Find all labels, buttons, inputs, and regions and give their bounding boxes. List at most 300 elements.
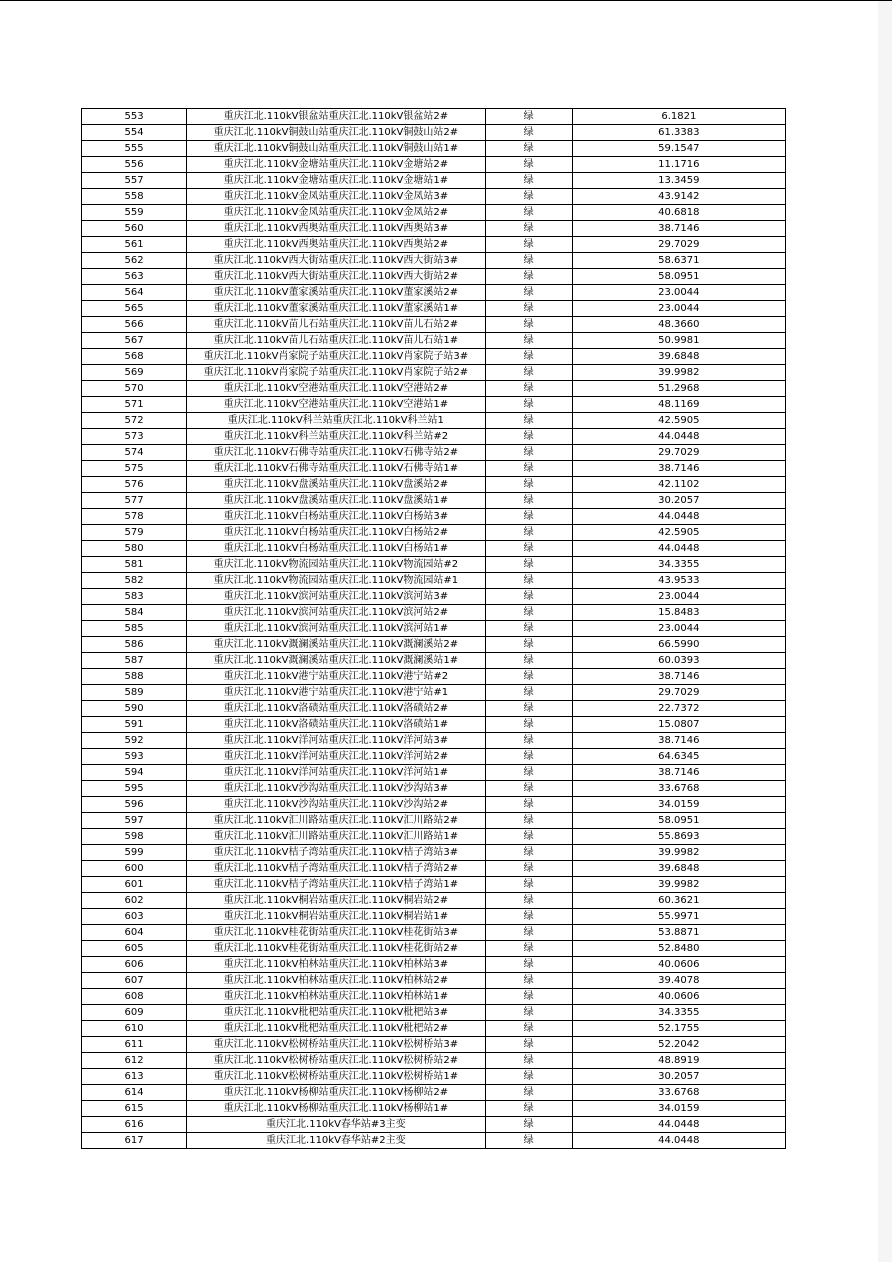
value-cell: 55.9971: [572, 909, 785, 925]
color-status-cell: 绿: [485, 637, 572, 653]
row-number-cell: 564: [82, 285, 187, 301]
table-row: [82, 909, 786, 925]
station-name-cell: 重庆江北.110kV洋河站重庆江北.110kV洋河站2#: [187, 749, 485, 765]
table-row: [82, 237, 786, 253]
value-cell: 55.8693: [572, 829, 785, 845]
value-cell: 38.7146: [572, 461, 785, 477]
color-status-cell: 绿: [485, 749, 572, 765]
row-number-cell: 608: [82, 989, 187, 1005]
station-name-cell: 重庆江北.110kV苗儿石站重庆江北.110kV苗儿石站1#: [187, 333, 485, 349]
row-number-cell: 613: [82, 1069, 187, 1085]
station-name-cell: 重庆江北.110kV汇川路站重庆江北.110kV汇川路站2#: [187, 813, 485, 829]
station-name-cell: 重庆江北.110kV铜鼓山站重庆江北.110kV铜鼓山站1#: [187, 141, 485, 157]
value-cell: 48.8919: [572, 1053, 785, 1069]
row-number-cell: 597: [82, 813, 187, 829]
station-name-cell: 重庆江北.110kV春华站#2主变: [187, 1133, 485, 1149]
value-cell: 51.2968: [572, 381, 785, 397]
station-name-cell: 重庆江北.110kV洋河站重庆江北.110kV洋河站1#: [187, 765, 485, 781]
value-cell: 40.0606: [572, 957, 785, 973]
color-status-cell: 绿: [485, 621, 572, 637]
color-status-cell: 绿: [485, 1005, 572, 1021]
station-name-cell: 重庆江北.110kV盘溪站重庆江北.110kV盘溪站1#: [187, 493, 485, 509]
value-cell: 23.0044: [572, 621, 785, 637]
row-number-cell: 575: [82, 461, 187, 477]
value-cell: 11.1716: [572, 157, 785, 173]
table-row: [82, 157, 786, 173]
station-name-cell: 重庆江北.110kV桔子湾站重庆江北.110kV桔子湾站3#: [187, 845, 485, 861]
row-number-cell: 569: [82, 365, 187, 381]
row-number-cell: 585: [82, 621, 187, 637]
station-name-cell: 重庆江北.110kV苗儿石站重庆江北.110kV苗儿石站2#: [187, 317, 485, 333]
color-status-cell: 绿: [485, 349, 572, 365]
row-number-cell: 577: [82, 493, 187, 509]
color-status-cell: 绿: [485, 413, 572, 429]
station-name-cell: 重庆江北.110kV松树桥站重庆江北.110kV松树桥站2#: [187, 1053, 485, 1069]
value-cell: 39.4078: [572, 973, 785, 989]
station-name-cell: 重庆江北.110kV洛碛站重庆江北.110kV洛碛站2#: [187, 701, 485, 717]
row-number-cell: 579: [82, 525, 187, 541]
station-name-cell: 重庆江北.110kV春华站#3主变: [187, 1117, 485, 1133]
value-cell: 42.5905: [572, 525, 785, 541]
station-name-cell: 重庆江北.110kV石佛寺站重庆江北.110kV石佛寺站2#: [187, 445, 485, 461]
row-number-cell: 563: [82, 269, 187, 285]
color-status-cell: 绿: [485, 605, 572, 621]
value-cell: 39.6848: [572, 349, 785, 365]
table-row: [82, 557, 786, 573]
table-row: [82, 781, 786, 797]
row-number-cell: 609: [82, 1005, 187, 1021]
table-row: [82, 957, 786, 973]
table-row: [82, 253, 786, 269]
row-number-cell: 588: [82, 669, 187, 685]
row-number-cell: 566: [82, 317, 187, 333]
color-status-cell: 绿: [485, 1037, 572, 1053]
value-cell: 30.2057: [572, 493, 785, 509]
value-cell: 38.7146: [572, 221, 785, 237]
row-number-cell: 581: [82, 557, 187, 573]
row-number-cell: 582: [82, 573, 187, 589]
station-name-cell: 重庆江北.110kV沙沟站重庆江北.110kV沙沟站3#: [187, 781, 485, 797]
value-cell: 39.9982: [572, 845, 785, 861]
color-status-cell: 绿: [485, 669, 572, 685]
value-cell: 33.6768: [572, 781, 785, 797]
table-row: [82, 845, 786, 861]
value-cell: 44.0448: [572, 1117, 785, 1133]
table-row: [82, 573, 786, 589]
row-number-cell: 616: [82, 1117, 187, 1133]
row-number-cell: 574: [82, 445, 187, 461]
value-cell: 48.1169: [572, 397, 785, 413]
table-row: [82, 397, 786, 413]
color-status-cell: 绿: [485, 333, 572, 349]
table-row: [82, 493, 786, 509]
page-edge-shade: [878, 1, 892, 1262]
table-row: [82, 989, 786, 1005]
table-row: [82, 189, 786, 205]
color-status-cell: 绿: [485, 445, 572, 461]
station-name-cell: 重庆江北.110kV石佛寺站重庆江北.110kV石佛寺站1#: [187, 461, 485, 477]
value-cell: 59.1547: [572, 141, 785, 157]
row-number-cell: 555: [82, 141, 187, 157]
color-status-cell: 绿: [485, 173, 572, 189]
row-number-cell: 602: [82, 893, 187, 909]
station-name-cell: 重庆江北.110kV空港站重庆江北.110kV空港站2#: [187, 381, 485, 397]
table-row: [82, 269, 786, 285]
station-name-cell: 重庆江北.110kV西大街站重庆江北.110kV西大街站2#: [187, 269, 485, 285]
table-row: [82, 589, 786, 605]
value-cell: 40.6818: [572, 205, 785, 221]
row-number-cell: 599: [82, 845, 187, 861]
row-number-cell: 604: [82, 925, 187, 941]
row-number-cell: 584: [82, 605, 187, 621]
station-name-cell: 重庆江北.110kV汇川路站重庆江北.110kV汇川路站1#: [187, 829, 485, 845]
row-number-cell: 607: [82, 973, 187, 989]
color-status-cell: 绿: [485, 941, 572, 957]
value-cell: 43.9142: [572, 189, 785, 205]
value-cell: 39.9982: [572, 365, 785, 381]
station-name-cell: 重庆江北.110kV沙沟站重庆江北.110kV沙沟站2#: [187, 797, 485, 813]
row-number-cell: 615: [82, 1101, 187, 1117]
station-name-cell: 重庆江北.110kV柏林站重庆江北.110kV柏林站2#: [187, 973, 485, 989]
value-cell: 44.0448: [572, 509, 785, 525]
color-status-cell: 绿: [485, 477, 572, 493]
row-number-cell: 553: [82, 109, 187, 125]
station-name-cell: 重庆江北.110kV桐岩站重庆江北.110kV桐岩站1#: [187, 909, 485, 925]
table-row: [82, 381, 786, 397]
color-status-cell: 绿: [485, 813, 572, 829]
value-cell: 44.0448: [572, 1133, 785, 1149]
value-cell: 58.0951: [572, 269, 785, 285]
table-row: [82, 461, 786, 477]
color-status-cell: 绿: [485, 269, 572, 285]
table-row: [82, 333, 786, 349]
table-row: [82, 861, 786, 877]
station-name-cell: 重庆江北.110kV盘溪站重庆江北.110kV盘溪站2#: [187, 477, 485, 493]
color-status-cell: 绿: [485, 125, 572, 141]
color-status-cell: 绿: [485, 365, 572, 381]
table-row: [82, 653, 786, 669]
row-number-cell: 600: [82, 861, 187, 877]
table-row: [82, 797, 786, 813]
color-status-cell: 绿: [485, 493, 572, 509]
table-row: [82, 1117, 786, 1133]
station-name-cell: 重庆江北.110kV桂花街站重庆江北.110kV桂花街站3#: [187, 925, 485, 941]
color-status-cell: 绿: [485, 397, 572, 413]
table-row: [82, 173, 786, 189]
substation-table: [81, 108, 786, 1149]
row-number-cell: 558: [82, 189, 187, 205]
table-row: [82, 1005, 786, 1021]
color-status-cell: 绿: [485, 1085, 572, 1101]
color-status-cell: 绿: [485, 461, 572, 477]
table-row: [82, 749, 786, 765]
table-row: [82, 765, 786, 781]
value-cell: 34.0159: [572, 1101, 785, 1117]
table-row: [82, 141, 786, 157]
row-number-cell: 595: [82, 781, 187, 797]
value-cell: 52.2042: [572, 1037, 785, 1053]
color-status-cell: 绿: [485, 509, 572, 525]
table-row: [82, 701, 786, 717]
table-row: [82, 637, 786, 653]
row-number-cell: 596: [82, 797, 187, 813]
row-number-cell: 562: [82, 253, 187, 269]
row-number-cell: 592: [82, 733, 187, 749]
station-name-cell: 重庆江北.110kV洋河站重庆江北.110kV洋河站3#: [187, 733, 485, 749]
station-name-cell: 重庆江北.110kV金凤站重庆江北.110kV金凤站3#: [187, 189, 485, 205]
row-number-cell: 557: [82, 173, 187, 189]
color-status-cell: 绿: [485, 957, 572, 973]
value-cell: 43.9533: [572, 573, 785, 589]
value-cell: 6.1821: [572, 109, 785, 125]
color-status-cell: 绿: [485, 701, 572, 717]
value-cell: 38.7146: [572, 765, 785, 781]
station-name-cell: 重庆江北.110kV港宁站重庆江北.110kV港宁站#1: [187, 685, 485, 701]
table-row: [82, 829, 786, 845]
row-number-cell: 598: [82, 829, 187, 845]
color-status-cell: 绿: [485, 653, 572, 669]
value-cell: 29.7029: [572, 685, 785, 701]
row-number-cell: 565: [82, 301, 187, 317]
color-status-cell: 绿: [485, 253, 572, 269]
table-row: [82, 541, 786, 557]
value-cell: 38.7146: [572, 733, 785, 749]
value-cell: 42.1102: [572, 477, 785, 493]
value-cell: 38.7146: [572, 669, 785, 685]
value-cell: 30.2057: [572, 1069, 785, 1085]
table-row: [82, 365, 786, 381]
station-name-cell: 重庆江北.110kV枇杷站重庆江北.110kV枇杷站3#: [187, 1005, 485, 1021]
value-cell: 53.8871: [572, 925, 785, 941]
table-row: [82, 125, 786, 141]
row-number-cell: 590: [82, 701, 187, 717]
station-name-cell: 重庆江北.110kV物流园站重庆江北.110kV物流园站#1: [187, 573, 485, 589]
value-cell: 15.8483: [572, 605, 785, 621]
station-name-cell: 重庆江北.110kV桔子湾站重庆江北.110kV桔子湾站1#: [187, 877, 485, 893]
station-name-cell: 重庆江北.110kV桔子湾站重庆江北.110kV桔子湾站2#: [187, 861, 485, 877]
color-status-cell: 绿: [485, 1053, 572, 1069]
station-name-cell: 重庆江北.110kV滨河站重庆江北.110kV滨河站1#: [187, 621, 485, 637]
table-row: [82, 1037, 786, 1053]
row-number-cell: 583: [82, 589, 187, 605]
color-status-cell: 绿: [485, 301, 572, 317]
color-status-cell: 绿: [485, 1133, 572, 1149]
station-name-cell: 重庆江北.110kV物流园站重庆江北.110kV物流园站#2: [187, 557, 485, 573]
row-number-cell: 586: [82, 637, 187, 653]
row-number-cell: 589: [82, 685, 187, 701]
color-status-cell: 绿: [485, 1117, 572, 1133]
color-status-cell: 绿: [485, 541, 572, 557]
station-name-cell: 重庆江北.110kV肖家院子站重庆江北.110kV肖家院子站2#: [187, 365, 485, 381]
value-cell: 34.3355: [572, 1005, 785, 1021]
value-cell: 22.7372: [572, 701, 785, 717]
row-number-cell: 611: [82, 1037, 187, 1053]
table-row: [82, 1085, 786, 1101]
value-cell: 23.0044: [572, 589, 785, 605]
color-status-cell: 绿: [485, 589, 572, 605]
station-name-cell: 重庆江北.110kV滨河站重庆江北.110kV滨河站3#: [187, 589, 485, 605]
table-row: [82, 413, 786, 429]
station-name-cell: 重庆江北.110kV溉澜溪站重庆江北.110kV溉澜溪站2#: [187, 637, 485, 653]
color-status-cell: 绿: [485, 781, 572, 797]
row-number-cell: 571: [82, 397, 187, 413]
table-row: [82, 877, 786, 893]
color-status-cell: 绿: [485, 573, 572, 589]
table-row: [82, 685, 786, 701]
station-name-cell: 重庆江北.110kV金凤站重庆江北.110kV金凤站2#: [187, 205, 485, 221]
row-number-cell: 560: [82, 221, 187, 237]
table-row: [82, 925, 786, 941]
table-row: [82, 285, 786, 301]
color-status-cell: 绿: [485, 525, 572, 541]
station-name-cell: 重庆江北.110kV金塘站重庆江北.110kV金塘站1#: [187, 173, 485, 189]
value-cell: 13.3459: [572, 173, 785, 189]
table-row: [82, 941, 786, 957]
row-number-cell: 580: [82, 541, 187, 557]
value-cell: 58.6371: [572, 253, 785, 269]
table-row: [82, 1101, 786, 1117]
color-status-cell: 绿: [485, 189, 572, 205]
color-status-cell: 绿: [485, 893, 572, 909]
value-cell: 58.0951: [572, 813, 785, 829]
row-number-cell: 568: [82, 349, 187, 365]
color-status-cell: 绿: [485, 973, 572, 989]
color-status-cell: 绿: [485, 861, 572, 877]
table-row: [82, 1053, 786, 1069]
row-number-cell: 578: [82, 509, 187, 525]
value-cell: 44.0448: [572, 541, 785, 557]
color-status-cell: 绿: [485, 285, 572, 301]
value-cell: 48.3660: [572, 317, 785, 333]
color-status-cell: 绿: [485, 429, 572, 445]
table-row: [82, 1021, 786, 1037]
station-name-cell: 重庆江北.110kV洛碛站重庆江北.110kV洛碛站1#: [187, 717, 485, 733]
table-row: [82, 205, 786, 221]
value-cell: 15.0807: [572, 717, 785, 733]
station-name-cell: 重庆江北.110kV松树桥站重庆江北.110kV松树桥站1#: [187, 1069, 485, 1085]
station-name-cell: 重庆江北.110kV空港站重庆江北.110kV空港站1#: [187, 397, 485, 413]
color-status-cell: 绿: [485, 557, 572, 573]
station-name-cell: 重庆江北.110kV肖家院子站重庆江北.110kV肖家院子站3#: [187, 349, 485, 365]
color-status-cell: 绿: [485, 909, 572, 925]
table-row: [82, 221, 786, 237]
table-row: [82, 509, 786, 525]
station-name-cell: 重庆江北.110kV枇杷站重庆江北.110kV枇杷站2#: [187, 1021, 485, 1037]
table-row: [82, 813, 786, 829]
station-name-cell: 重庆江北.110kV港宁站重庆江北.110kV港宁站#2: [187, 669, 485, 685]
color-status-cell: 绿: [485, 829, 572, 845]
color-status-cell: 绿: [485, 237, 572, 253]
station-name-cell: 重庆江北.110kV溉澜溪站重庆江北.110kV溉澜溪站1#: [187, 653, 485, 669]
value-cell: 66.5990: [572, 637, 785, 653]
station-name-cell: 重庆江北.110kV杨柳站重庆江北.110kV杨柳站1#: [187, 1101, 485, 1117]
table-row: [82, 301, 786, 317]
table-row: [82, 477, 786, 493]
color-status-cell: 绿: [485, 1021, 572, 1037]
station-name-cell: 重庆江北.110kV科兰站重庆江北.110kV科兰站1: [187, 413, 485, 429]
station-name-cell: 重庆江北.110kV白杨站重庆江北.110kV白杨站1#: [187, 541, 485, 557]
row-number-cell: 570: [82, 381, 187, 397]
table-row: [82, 973, 786, 989]
color-status-cell: 绿: [485, 1101, 572, 1117]
row-number-cell: 573: [82, 429, 187, 445]
value-cell: 52.1755: [572, 1021, 785, 1037]
page-top-rule: [0, 0, 892, 1]
color-status-cell: 绿: [485, 109, 572, 125]
color-status-cell: 绿: [485, 685, 572, 701]
row-number-cell: 561: [82, 237, 187, 253]
row-number-cell: 591: [82, 717, 187, 733]
value-cell: 60.3621: [572, 893, 785, 909]
row-number-cell: 556: [82, 157, 187, 173]
color-status-cell: 绿: [485, 317, 572, 333]
table-row: [82, 317, 786, 333]
color-status-cell: 绿: [485, 1069, 572, 1085]
station-name-cell: 重庆江北.110kV桂花街站重庆江北.110kV桂花街站2#: [187, 941, 485, 957]
value-cell: 34.3355: [572, 557, 785, 573]
value-cell: 60.0393: [572, 653, 785, 669]
table-row: [82, 621, 786, 637]
color-status-cell: 绿: [485, 925, 572, 941]
color-status-cell: 绿: [485, 797, 572, 813]
station-name-cell: 重庆江北.110kV银盆站重庆江北.110kV银盆站2#: [187, 109, 485, 125]
color-status-cell: 绿: [485, 141, 572, 157]
row-number-cell: 603: [82, 909, 187, 925]
table-row: [82, 109, 786, 125]
row-number-cell: 610: [82, 1021, 187, 1037]
station-name-cell: 重庆江北.110kV科兰站重庆江北.110kV科兰站#2: [187, 429, 485, 445]
color-status-cell: 绿: [485, 989, 572, 1005]
color-status-cell: 绿: [485, 205, 572, 221]
value-cell: 29.7029: [572, 237, 785, 253]
station-name-cell: 重庆江北.110kV柏林站重庆江北.110kV柏林站1#: [187, 989, 485, 1005]
color-status-cell: 绿: [485, 877, 572, 893]
value-cell: 40.0606: [572, 989, 785, 1005]
value-cell: 33.6768: [572, 1085, 785, 1101]
row-number-cell: 554: [82, 125, 187, 141]
row-number-cell: 617: [82, 1133, 187, 1149]
station-name-cell: 重庆江北.110kV杨柳站重庆江北.110kV杨柳站2#: [187, 1085, 485, 1101]
color-status-cell: 绿: [485, 733, 572, 749]
table-row: [82, 1133, 786, 1149]
row-number-cell: 572: [82, 413, 187, 429]
value-cell: 39.9982: [572, 877, 785, 893]
station-name-cell: 重庆江北.110kV西奥站重庆江北.110kV西奥站3#: [187, 221, 485, 237]
table-row: [82, 669, 786, 685]
value-cell: 29.7029: [572, 445, 785, 461]
row-number-cell: 567: [82, 333, 187, 349]
color-status-cell: 绿: [485, 221, 572, 237]
row-number-cell: 606: [82, 957, 187, 973]
color-status-cell: 绿: [485, 157, 572, 173]
station-name-cell: 重庆江北.110kV董家溪站重庆江北.110kV董家溪站2#: [187, 285, 485, 301]
row-number-cell: 614: [82, 1085, 187, 1101]
table-row: [82, 605, 786, 621]
value-cell: 52.8480: [572, 941, 785, 957]
station-name-cell: 重庆江北.110kV柏林站重庆江北.110kV柏林站3#: [187, 957, 485, 973]
color-status-cell: 绿: [485, 381, 572, 397]
table-row: [82, 525, 786, 541]
station-name-cell: 重庆江北.110kV白杨站重庆江北.110kV白杨站2#: [187, 525, 485, 541]
station-name-cell: 重庆江北.110kV白杨站重庆江北.110kV白杨站3#: [187, 509, 485, 525]
row-number-cell: 593: [82, 749, 187, 765]
row-number-cell: 605: [82, 941, 187, 957]
table-row: [82, 445, 786, 461]
value-cell: 64.6345: [572, 749, 785, 765]
station-name-cell: 重庆江北.110kV桐岩站重庆江北.110kV桐岩站2#: [187, 893, 485, 909]
row-number-cell: 576: [82, 477, 187, 493]
value-cell: 23.0044: [572, 301, 785, 317]
